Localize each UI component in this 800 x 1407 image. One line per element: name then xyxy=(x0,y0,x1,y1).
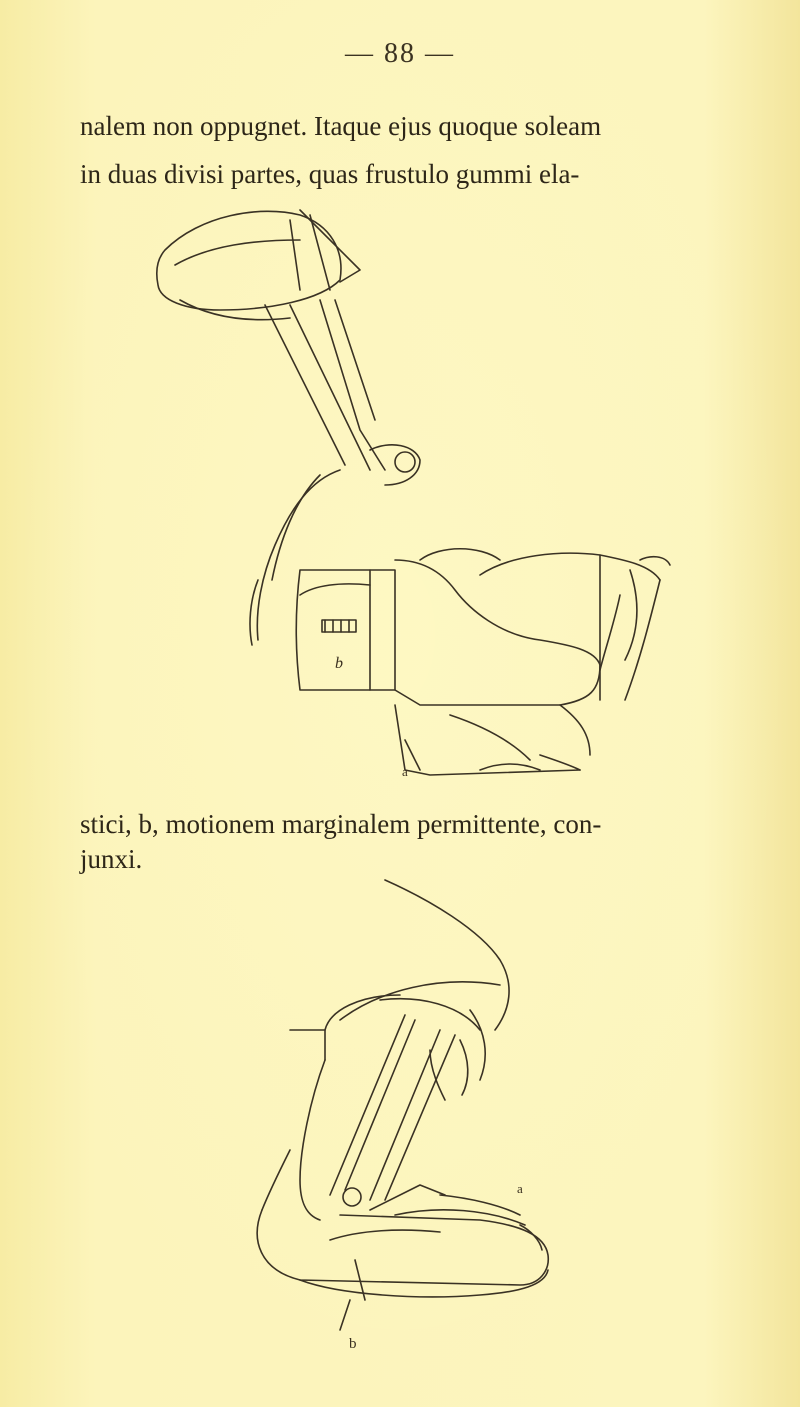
page-number: — 88 — xyxy=(345,38,455,69)
figure-2-drawing xyxy=(257,880,548,1330)
figure-1-label-b: b xyxy=(335,655,343,672)
figure-2-label-b: b xyxy=(349,1336,357,1352)
text-line-3: stici, b, motionem marginalem permittente, con- xyxy=(80,809,602,839)
text-line-1: nalem non oppugnet. Itaque ejus quoque soleam xyxy=(80,111,602,141)
text-line-4: junxi. xyxy=(80,844,143,874)
text-line-2: in duas divisi partes, quas frustulo gummi ela- xyxy=(80,159,580,189)
figure-1-label-a: a xyxy=(402,764,408,779)
figure-2-label-a: a xyxy=(517,1181,523,1196)
